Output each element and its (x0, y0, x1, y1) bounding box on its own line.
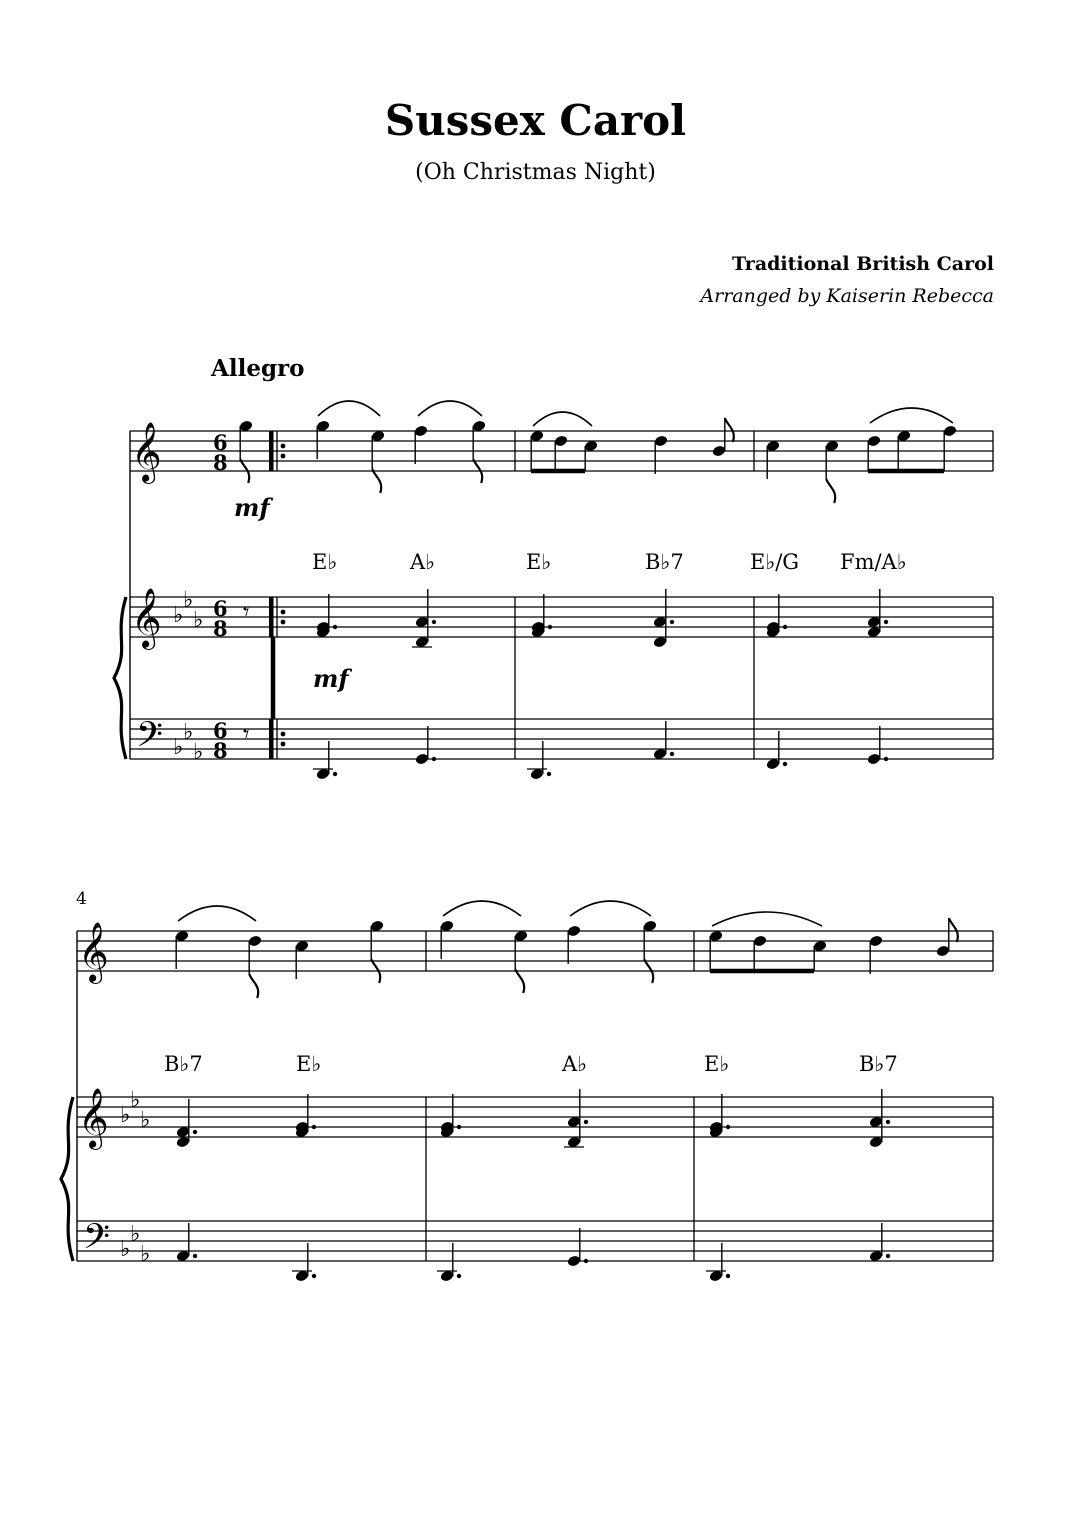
chord-symbol: E♭ (312, 550, 338, 574)
bass-clef-icon: 𝄢 (83, 1216, 111, 1265)
slur (712, 912, 822, 926)
treble-clef-icon: 𝄞 (131, 588, 162, 648)
augmentation-dot (312, 1274, 316, 1278)
measure-number: 4 (76, 889, 87, 909)
score-subtitle: (Oh Christmas Night) (415, 160, 656, 185)
flat-icon: ♭ (193, 740, 204, 765)
augmentation-dot (457, 1274, 461, 1278)
treble-clef-icon: 𝄞 (131, 422, 162, 482)
augmentation-dot (457, 1125, 461, 1129)
time-signature-top: 6 (213, 718, 228, 743)
flat-icon: ♭ (183, 588, 194, 613)
note-flag (949, 918, 958, 942)
composer-credit: Traditional British Carol (732, 253, 994, 275)
note-flag (372, 469, 381, 493)
arranger-credit: Arranged by Kaiserin Rebecca (700, 285, 994, 307)
time-signature-top: 6 (213, 430, 228, 455)
score-title: Sussex Carol (384, 96, 687, 145)
repeat-dot (281, 444, 286, 449)
brace-icon (61, 1097, 73, 1261)
repeat-dot (281, 610, 286, 615)
time-signature-bottom: 8 (213, 616, 228, 641)
chord-symbol: B♭7 (645, 550, 684, 574)
flat-icon: ♭ (130, 1088, 141, 1113)
treble-clef-icon: 𝄞 (78, 1088, 109, 1148)
augmentation-dot (886, 1120, 890, 1124)
repeat-dot (281, 742, 286, 747)
time-signature-bottom: 8 (213, 450, 228, 475)
augmentation-dot (884, 757, 888, 761)
augmentation-dot (193, 1254, 197, 1258)
time-signature-bottom: 8 (213, 738, 228, 763)
melody-dynamic: mf (234, 493, 270, 522)
augmentation-dot (432, 620, 436, 624)
piano-dynamic: mf (313, 664, 349, 693)
treble-clef-icon: 𝄞 (78, 922, 109, 982)
chord-symbol: B♭7 (859, 1052, 898, 1076)
flat-icon: ♭ (120, 1237, 131, 1262)
flat-icon: ♭ (173, 603, 184, 628)
augmentation-dot (333, 625, 337, 629)
augmentation-dot (584, 1259, 588, 1263)
eighth-rest-icon: 𝄾 (243, 598, 250, 626)
chord-symbol: A♭ (410, 550, 436, 574)
brace-icon (114, 597, 126, 759)
augmentation-dot (548, 625, 552, 629)
chord-symbol: E♭ (704, 1052, 730, 1076)
augmentation-dot (547, 772, 551, 776)
flat-icon: ♭ (173, 735, 184, 760)
repeat-sign-icon (269, 431, 274, 471)
slur (570, 901, 651, 916)
flat-icon: ♭ (140, 1108, 151, 1133)
augmentation-dot (432, 757, 436, 761)
augmentation-dot (584, 1120, 588, 1124)
chord-symbol: A♭ (562, 1052, 588, 1076)
slur (178, 906, 256, 921)
flat-icon: ♭ (120, 1103, 131, 1128)
augmentation-dot (783, 762, 787, 766)
repeat-dot (281, 620, 286, 625)
note-flag (249, 974, 258, 998)
chord-symbol: E♭ (526, 550, 552, 574)
slur (318, 401, 380, 416)
slur (418, 401, 482, 416)
augmentation-dot (193, 1130, 197, 1134)
augmentation-dot (886, 1254, 890, 1258)
note-flag (725, 418, 734, 442)
flat-icon: ♭ (193, 608, 204, 633)
repeat-sign-icon (269, 719, 274, 759)
flat-icon: ♭ (130, 1222, 141, 1247)
repeat-sign-icon (269, 597, 274, 637)
augmentation-dot (726, 1274, 730, 1278)
augmentation-dot (670, 752, 674, 756)
time-signature-top: 6 (213, 596, 228, 621)
augmentation-dot (884, 620, 888, 624)
augmentation-dot (312, 1125, 316, 1129)
bass-clef-icon: 𝄢 (136, 714, 164, 763)
note-flag (826, 479, 835, 503)
slur (870, 408, 953, 423)
augmentation-dot (783, 625, 787, 629)
flat-icon: ♭ (140, 1242, 151, 1267)
slur (443, 901, 521, 916)
note-flag (515, 969, 524, 993)
augmentation-dot (333, 772, 337, 776)
chord-symbol: B♭7 (164, 1052, 203, 1076)
chord-symbol: E♭/G (750, 550, 800, 574)
repeat-dot (281, 732, 286, 737)
tempo-marking: Allegro (211, 355, 305, 382)
chord-symbol: Fm/A♭ (840, 550, 907, 574)
augmentation-dot (670, 620, 674, 624)
repeat-dot (281, 454, 286, 459)
chord-symbol: E♭ (296, 1052, 322, 1076)
flat-icon: ♭ (183, 720, 194, 745)
augmentation-dot (726, 1125, 730, 1129)
eighth-rest-icon: 𝄾 (243, 720, 250, 748)
slur (533, 412, 592, 426)
